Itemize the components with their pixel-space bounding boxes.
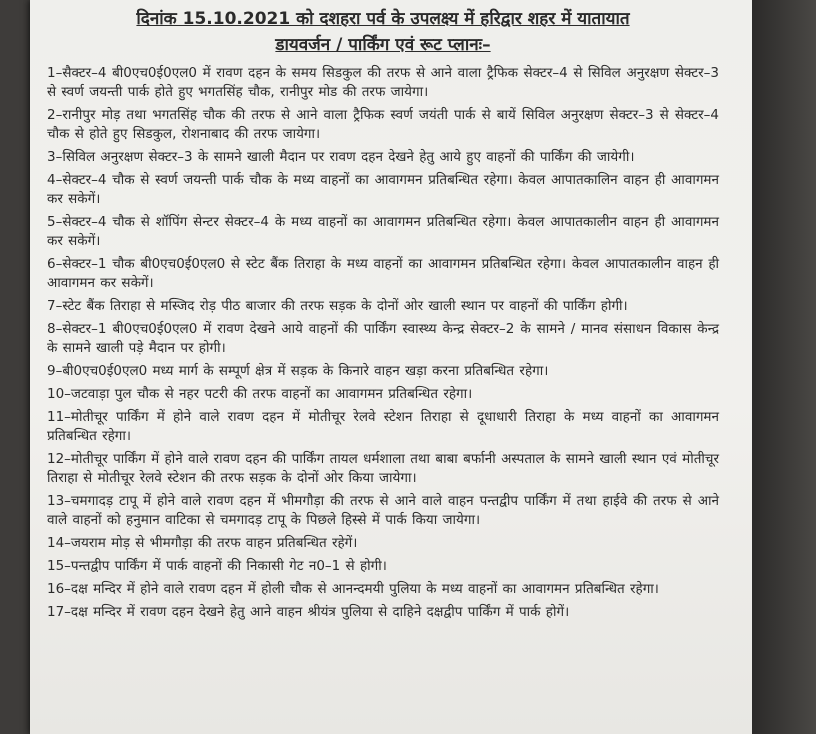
document-title [47, 6, 719, 58]
list-item: 16–दक्ष मन्दिर में होने वाले रावण दहन में होली चौक से आनन्दमयी पुलिया के मध्य वाहनों का आवागमन प्रतिबन्धित रहेगा। [47, 581, 659, 597]
list-item: 5–सेक्टर–4 चौक से शॉपिंग सेन्टर सेक्टर–4 के मध्य वाहनों का आवागमन प्रतिबन्धित रहेगा। केवल आपातकालीन वाहन ही आवागमन कर सकेगें। [47, 214, 719, 249]
list-item: 4–सेक्टर–4 चौक से स्वर्ण जयन्ती पार्क चौक के मध्य वाहनों का आवागमन प्रतिबन्धित रहेगा। केवल आपातकालिन वाहन ही आवागमन कर सकेगें। [47, 172, 719, 207]
list-item: 1–सैक्टर–4 बी0एच0ई0एल0 में रावण दहन के समय सिडकुल की तरफ से आने वाला ट्रैफिक सेक्टर–4 से सिविल अनुरक्षण सेक्टर–3 से स्वर्ण जयन्ती पार्क होते हुए भगतसिंह चौक, रानीपुर मोड की तरफ जायेगा। [47, 65, 719, 100]
list-item: 12–मोतीचूर पार्किंग में होने वाले रावण दहन की पार्किंग तायल धर्मशाला तथा बाबा बर्फानी अस्पताल के सामने खाली स्थान एवं मोतीचूर तिराहा से मोतीचूर रेलवे स्टेशन की तरफ सड़क के दोनों ओर किया जायेगा। [47, 451, 719, 486]
title-line-1: दिनांक 15.10.2021 को दशहरा पर्व के उपलक्ष्य में हरिद्वार शहर में यातायात [136, 9, 630, 29]
list-item: 10–जटवाड़ा पुल चौक से नहर पटरी की तरफ वाहनों का आवागमन प्रतिबन्धित रहेगा। [47, 386, 473, 402]
list-item: 9–बी0एच0ई0एल0 मध्य मार्ग के सम्पूर्ण क्षेत्र में सड़क के किनारे वाहन खड़ा करना प्रतिबन्धित रहेगा। [47, 363, 549, 379]
list-item: 11–मोतीचूर पार्किंग में होने वाले रावण दहन में मोतीचूर रेलवे स्टेशन तिराहा से दूधाधारी तिराहा के मध्य वाहनों का आवागमन प्रतिबन्धित रहेगा। [47, 409, 719, 444]
list-item: 6–सेक्टर–1 चौक बी0एच0ई0एल0 से स्टेट बैंक तिराहा के मध्य वाहनों का आवागमन प्रतिबन्धित रहेगा। केवल आपातकालीन वाहन ही आवागमन कर सकेगें। [47, 256, 719, 291]
list-item: 2–रानीपुर मोड़ तथा भगतसिंह चौक की तरफ से आने वाला ट्रैफिक स्वर्ण जयंती पार्क से बायें सिविल अनुरक्षण सेक्टर–3 से सेक्टर–4 चौक से होते हुए सिडकुल, रोशनाबाद की तरफ जायेगा। [47, 107, 719, 142]
background-strip [752, 0, 816, 734]
list-item: 13–चमगादड़ टापू में होने वाले रावण दहन में भीमगौड़ा की तरफ से आने वाले वाहन पन्तद्वीप पार्किंग में तथा हाईवे की तरफ से आने वाले वाहनों को हनुमान वाटिका से चमगादड़ टापू के पिछले हिस्से में पार्क किया जायेगा। [47, 493, 719, 528]
list-item: 17–दक्ष मन्दिर में रावण दहन देखने हेतु आने वाहन श्रीयंत्र पुलिया से दाहिने दक्षद्वीप पार्किंग में पार्क होगें। [47, 604, 570, 620]
item-list [47, 64, 719, 622]
list-item: 3–सिविल अनुरक्षण सेक्टर–3 के सामने खाली मैदान पर रावण दहन देखने हेतु आये हुए वाहनों की पार्किंग की जायेगी। [47, 149, 635, 165]
list-item: 8–सेक्टर–1 बी0एच0ई0एल0 में रावण देखने आये वाहनों की पार्किंग स्वास्थ्य केन्द्र सेक्टर–2 के सामने / मानव संसाधन विकास केन्द्र के सामने खाली पड़े मैदान पर होगी। [47, 321, 719, 356]
document-content [47, 6, 719, 626]
list-item: 14–जयराम मोड़ से भीमगौड़ा की तरफ वाहन प्रतिबन्धित रहेगें। [47, 535, 358, 551]
list-item: 15–पन्तद्वीप पार्किंग में पार्क वाहनों की निकासी गेट न0–1 से होगी। [47, 558, 387, 574]
title-line-2: डायवर्जन / पार्किंग एवं रूट प्लानः– [275, 35, 491, 55]
list-item: 7–स्टेट बैंक तिराहा से मस्जिद रोड़ पीठ बाजार की तरफ सड़क के दोनों ओर खाली स्थान पर वाहनों की पार्किंग होगी। [47, 298, 628, 314]
